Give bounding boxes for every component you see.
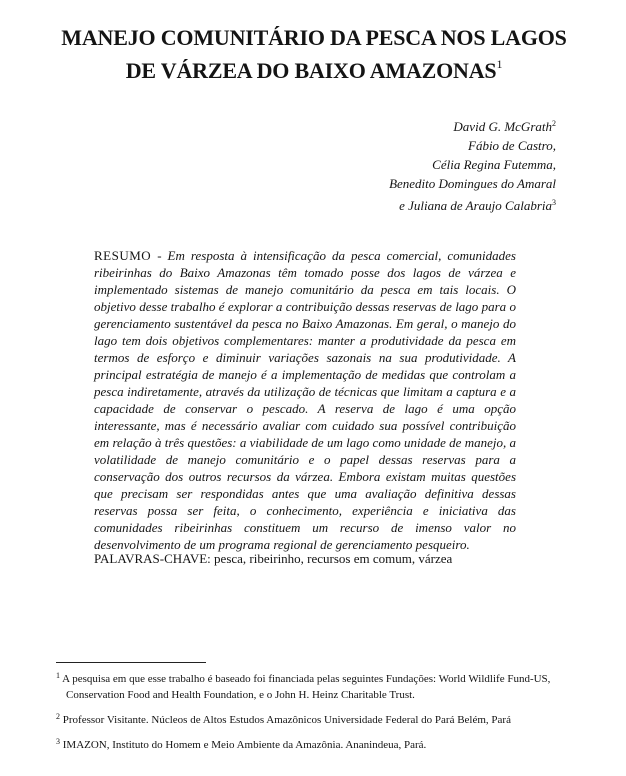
title-line-2: DE VÁRZEA DO BAIXO AMAZONAS (125, 58, 497, 83)
footnote-divider (56, 662, 206, 663)
footnote-2: $^2$ Professor Visitante. Núcleos de Altos Estudos Amazônicos Universidade Federal do Pará Belém, Pará (56, 712, 511, 726)
author-3: Célia Regina Futemma, (432, 157, 556, 172)
keywords: PALAVRAS-CHAVE: pesca, ribeirinho, recursos em comum, várzea (94, 551, 453, 566)
abstract-label: RESUMO (94, 248, 152, 263)
author-2: Fábio de Castro, (468, 138, 556, 153)
footnote-1: $^1$ A pesquisa em que esse trabalho é baseado foi financiada pelas seguintes Fundações: World Wildlife Fund-US, Conservation Food and Health Foundation, e o John H. Heinz Charitable Trust. (56, 671, 551, 701)
author-1: David G. McGrath$^2$ (453, 119, 556, 134)
abstract-text: - Em resposta à intensificação da pesca comercial, comunidades ribeirinhas do Baixo Amazonas têm tomado posse dos lagos de várzea e implementado sistemas de manejo comunitário da pesca em tais locais. O objetivo desse trabalho é explorar a contribuição dessas reservas de lago para o gerenciamento sustentável da pesca no Baixo Amazonas. Em geral, o manejo do lago tem dois objetivos complementares: manter a produtividade da pesca em termos de esforço e diminuir variações sazonais na sua produtividade. A principal estratégia de manejo é a implementação de medidas que controlam a pesca indiretamente, através da utilização de técnicas que limitam a captura e a capacidade de conservar o pescado. A reserva de lago é uma opção interessante, mas é necessário avaliar com cuidado sua possível contribuição em relação à três questões: a viabilidade de um lago como unidade de manejo, a volatilidade de manejo comunitário e o papel dessas reservas para a conservação dos outros recursos da várzea. Embora existam muitas questões que precisam ser respondidas antes que uma avaliação definitiva dessas reservas possa ser feita, o conhecimento, experiência e iniciativa das comunidades ribeirinhas constituem um recurso de imenso valor no desenvolvimento de um programa regional de gerenciamento pesqueiro. (94, 248, 516, 552)
footnotes (56, 668, 556, 759)
author-5: e Juliana de Araujo Calabria$^3$ (399, 198, 556, 213)
author-4: Benedito Domingues do Amaral (389, 176, 556, 191)
author-list (389, 114, 556, 215)
abstract (94, 247, 516, 553)
title-footnote-mark: 1 (496, 57, 503, 71)
footnote-3: $^3$ IMAZON, Instituto do Homem e Meio Ambiente da Amazônia. Ananindeua, Pará. (56, 737, 427, 751)
paper-title (40, 24, 588, 84)
title-line-1: MANEJO COMUNITÁRIO DA PESCA NOS LAGOS (61, 25, 567, 50)
